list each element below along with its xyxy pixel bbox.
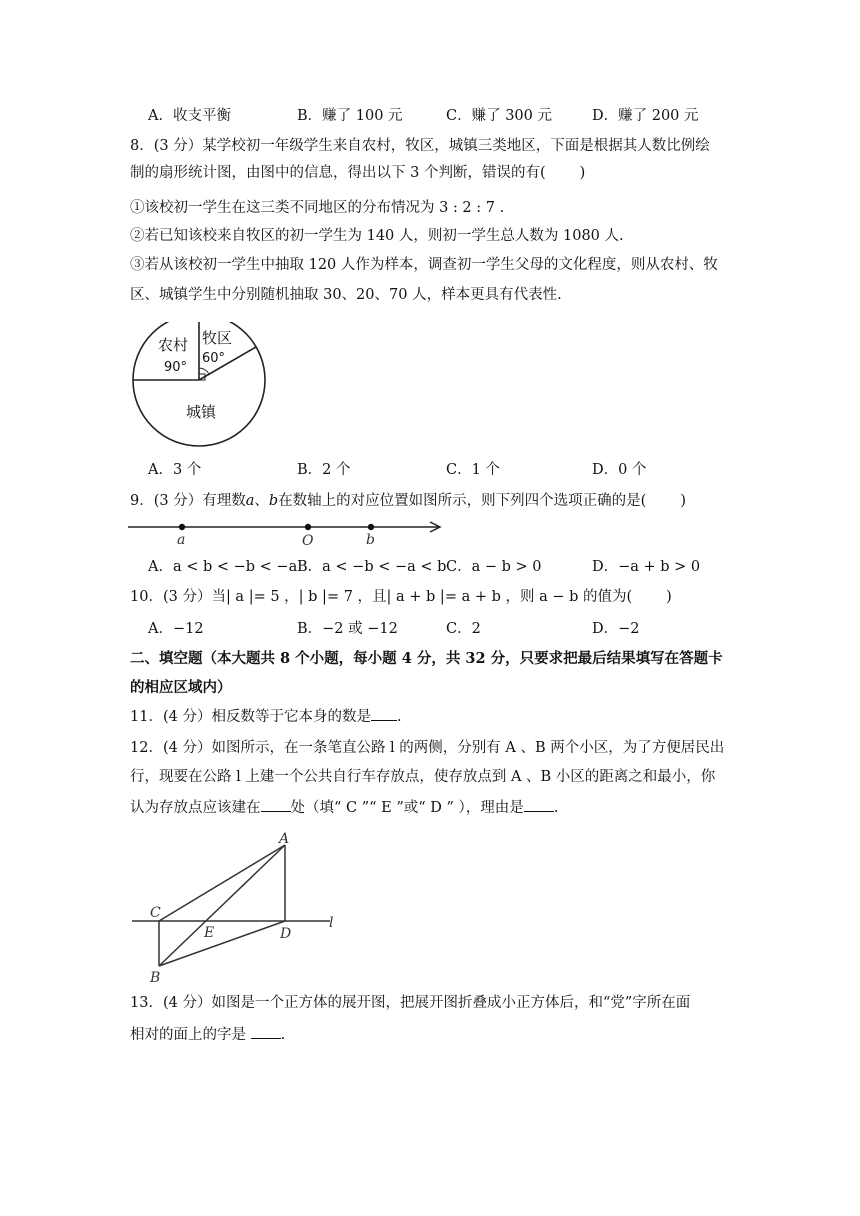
q8-stem-line2 [130,163,585,183]
q11-stem-text: 11．(4 分）相反数等于它本身的数是 [130,709,371,725]
pie-label-nongcun: 农村 [158,336,189,354]
pie-label-nongcun-angle: 90° [164,360,188,375]
q13-line2-pre: 相对的面上的字是 [130,1027,251,1043]
label-line-l: l [329,915,334,931]
q12-answer-blank-2[interactable] [524,797,554,812]
q8-statement-3a: ③若从该校初一学生中抽取 120 人作为样本，调查初一学生父母的文化程度，则从农村、牧 [130,257,718,273]
q9-stem-pre: 9．(3 分）有理数 [130,493,246,509]
label-point-c: C [150,905,161,921]
q9-sep: 、 [254,493,269,509]
q13-period: . [280,1027,286,1043]
q8-statement-2: ②若已知该校来自牧区的初一学生为 140 人，则初一学生总人数为 1080 人. [130,228,624,244]
q9-stem [130,491,686,511]
q9-option-c: C．a − b > 0 [446,559,542,575]
label-point-d: D [280,926,292,942]
pie-label-muqu-angle: 60° [202,351,226,366]
q7-option-c: C．赚了 300 元 [446,108,552,124]
q10-option-d: D．−2 [592,621,640,637]
q13-stem-line1: 13．(4 分）如图是一个正方体的展开图，把展开图折叠成小正方体后，和“党”字所在面 [130,995,691,1011]
q9-var-a: a [245,493,255,509]
q11-answer-blank[interactable] [371,706,397,721]
q7-option-b: B．赚了 100 元 [297,108,403,124]
section2-heading-line2: 的相应区域内） [130,679,232,696]
q12-line3-mid: 处（填“ C ”“ E ”或“ D ” ），理由是 [290,800,524,816]
q10-option-a: A．−12 [148,621,204,637]
label-point-b: B [150,970,161,986]
q8-option-d: D．0 个 [592,462,647,478]
q12-stem-line1: 12．(4 分）如图所示，在一条笔直公路 l 的两侧，分别有 A 、B 两个小区，为了方便居民出 [130,740,725,756]
point-a [179,524,185,530]
q10-paren-close: ) [666,589,672,605]
geometry-figure [128,828,348,988]
label-point-e: E [204,925,215,941]
q8-statement-3b: 区、城镇学生中分别随机抽取 30、20、70 人，样本更具有代表性. [130,287,562,303]
segment-bd [159,921,285,966]
point-origin [305,524,311,530]
label-a: a [177,532,186,548]
q8-option-a: A．3 个 [148,462,202,478]
segment-ab [159,845,285,966]
number-line-figure [128,516,448,548]
label-o: O [302,533,314,548]
q8-statement-1: ①该校初一学生在这三类不同地区的分布情况为 3 : 2 : 7 . [130,200,505,216]
q12-answer-blank-1[interactable] [261,797,291,812]
segment-ca [159,845,285,921]
point-b [368,524,374,530]
pie-chart-figure [128,322,270,452]
q7-option-d: D．赚了 200 元 [592,108,699,124]
q8-option-c: C．1 个 [446,462,500,478]
q10-option-b: B．−2 或 −12 [297,621,398,637]
q8-stem-text: 制的扇形统计图，由图中的信息，得出以下 3 个判断，错误的有( [130,165,546,181]
q12-stem-line3 [130,797,558,818]
label-point-a: A [279,831,290,847]
section2-heading-line1: 二、填空题（本大题共 8 个小题，每小题 4 分，共 32 分，只要求把最后结果填写在答题卡 [130,650,723,667]
angle-arc-mark [199,368,209,374]
q12-stem-line2: 行，现要在公路 l 上建一个公共自行车存放点，使存放点到 A 、B 小区的距离之和最小，你 [130,769,716,785]
q9-paren-close: ) [680,493,686,509]
q10-stem [130,587,672,607]
q8-option-b: B．2 个 [297,462,351,478]
q8-stem-line1: 8．(3 分）某学校初一年级学生来自农村，牧区，城镇三类地区，下面是根据其人数比例绘 [130,138,710,154]
q9-var-b: b [268,493,279,509]
q9-option-b: B．a < −b < −a < b [297,559,447,575]
q13-answer-blank[interactable] [251,1024,281,1039]
q11-period: . [396,709,402,725]
q11-stem [130,706,402,727]
q10-option-c: C．2 [446,621,481,637]
pie-label-muqu: 牧区 [202,329,233,347]
q9-option-a: A．a < b < −b < −a [148,559,298,575]
q10-stem-text: 10．(3 分）当| a |= 5 ，| b |= 7 ，且| a + b |= a + b ，则 a − b 的值为( [130,589,633,605]
q12-line3-post: . [553,800,559,816]
pie-label-chengzhen: 城镇 [186,403,217,421]
q8-paren-close: ) [579,165,586,181]
q7-option-a: A．收支平衡 [148,108,231,124]
q9-stem-post: 在数轴上的对应位置如图所示，则下列四个选项正确的是( [278,493,647,509]
q12-line3-pre: 认为存放点应该建在 [130,800,261,816]
label-b: b [366,532,375,548]
q13-stem-line2 [130,1024,285,1045]
q9-option-d: D．−a + b > 0 [592,559,701,575]
